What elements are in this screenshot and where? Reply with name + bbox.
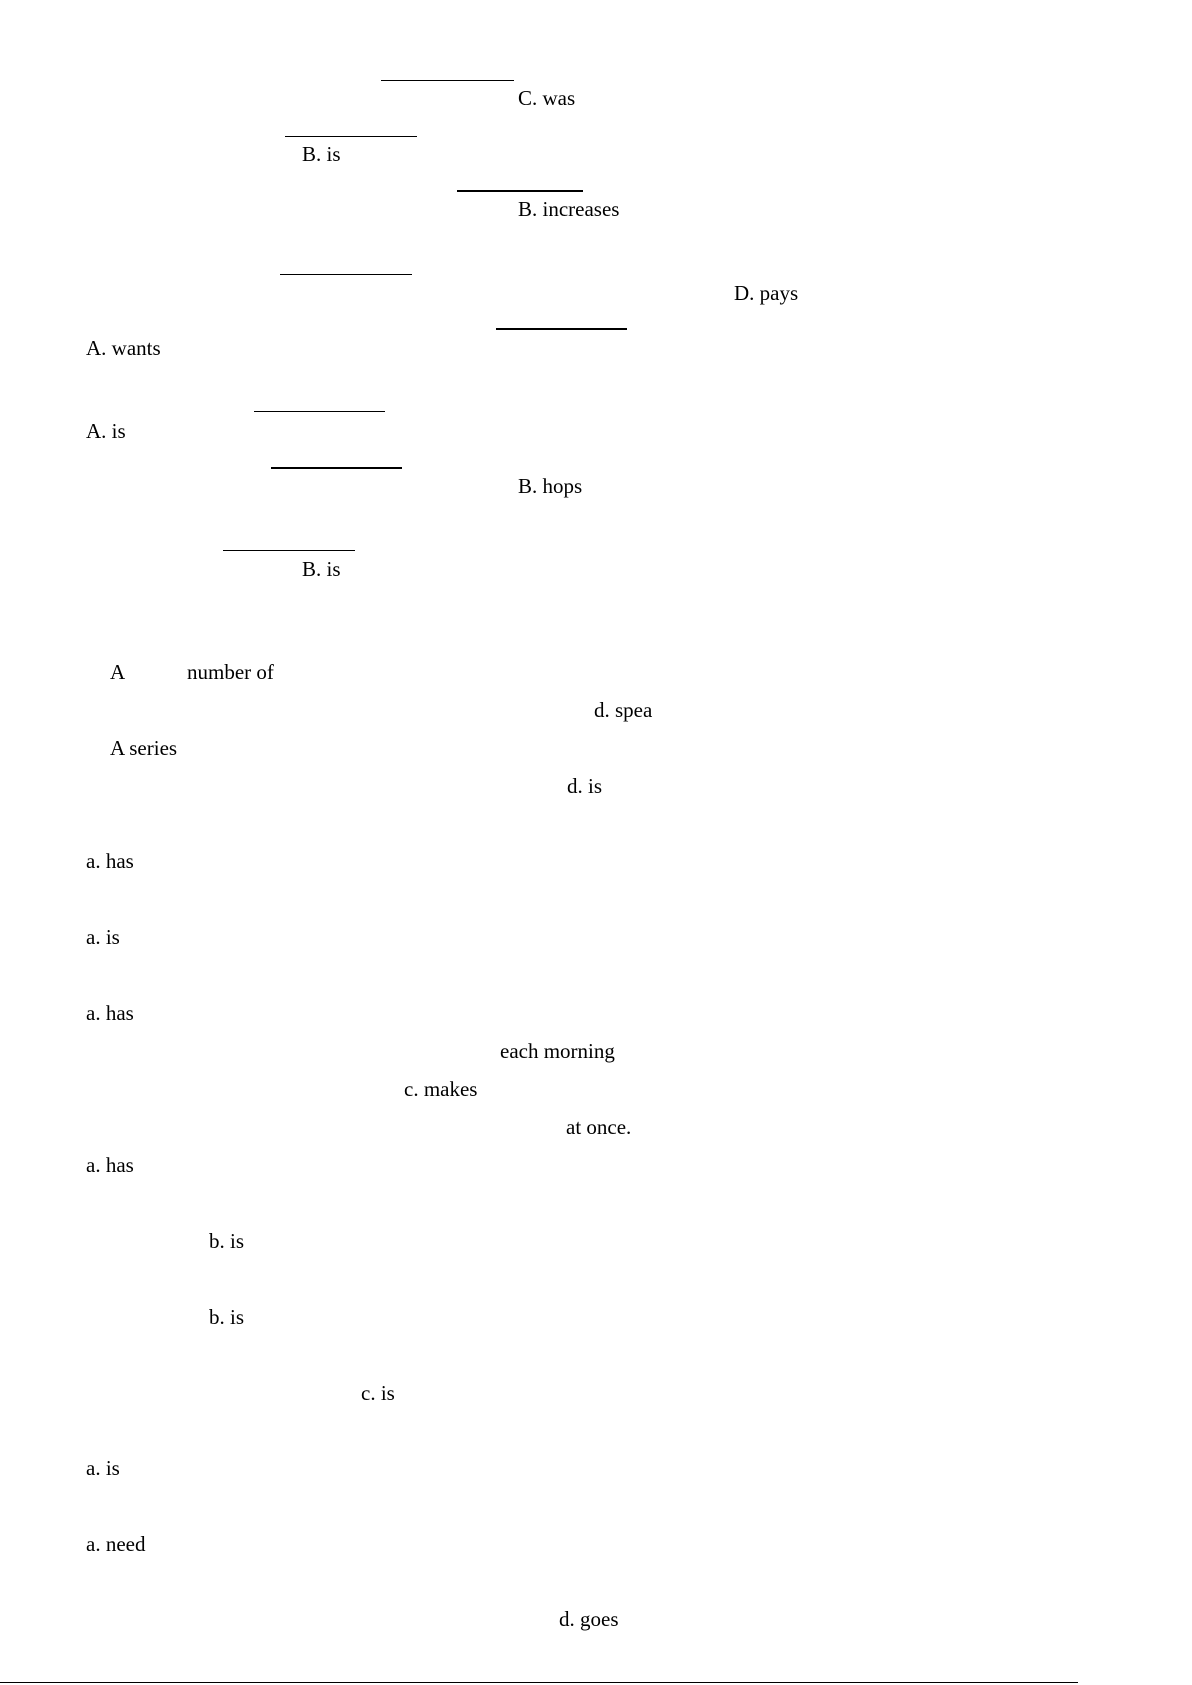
option-text: A. wants xyxy=(86,336,161,360)
option-text: a. is xyxy=(86,1456,120,1480)
option-text: c. makes xyxy=(404,1077,478,1101)
option-text: b. is xyxy=(209,1229,245,1253)
option-text: B. hops xyxy=(518,474,583,498)
option-text: d. is xyxy=(567,774,603,798)
answer-blank xyxy=(381,80,514,81)
question-text: number of xyxy=(187,660,274,684)
option-text: D. pays xyxy=(734,281,799,305)
option-text: b. is xyxy=(209,1305,245,1329)
option-text: B. increases xyxy=(518,197,620,221)
question-text: A xyxy=(110,660,126,684)
answer-blank xyxy=(254,411,385,412)
option-text: c. is xyxy=(361,1381,395,1405)
option-text: a. is xyxy=(86,925,120,949)
answer-blank xyxy=(457,190,583,192)
option-text: a. has xyxy=(86,849,134,873)
answer-blank xyxy=(280,274,412,275)
answer-blank xyxy=(223,550,355,551)
option-text: a. need xyxy=(86,1532,146,1556)
option-text: d. spea xyxy=(594,698,653,722)
answer-blank xyxy=(271,467,402,469)
answer-blank xyxy=(285,136,417,137)
page-bottom-rule xyxy=(0,1682,1078,1683)
option-text: a. has xyxy=(86,1153,134,1177)
option-text: d. goes xyxy=(559,1607,619,1631)
option-text: B. is xyxy=(302,142,341,166)
question-text: A series xyxy=(110,736,178,760)
option-text: A. is xyxy=(86,419,126,443)
question-text: each morning xyxy=(500,1039,615,1063)
option-text: a. has xyxy=(86,1001,134,1025)
answer-blank xyxy=(496,328,627,330)
option-text: C. was xyxy=(518,86,576,110)
option-text: B. is xyxy=(302,557,341,581)
question-text: at once. xyxy=(566,1115,632,1139)
